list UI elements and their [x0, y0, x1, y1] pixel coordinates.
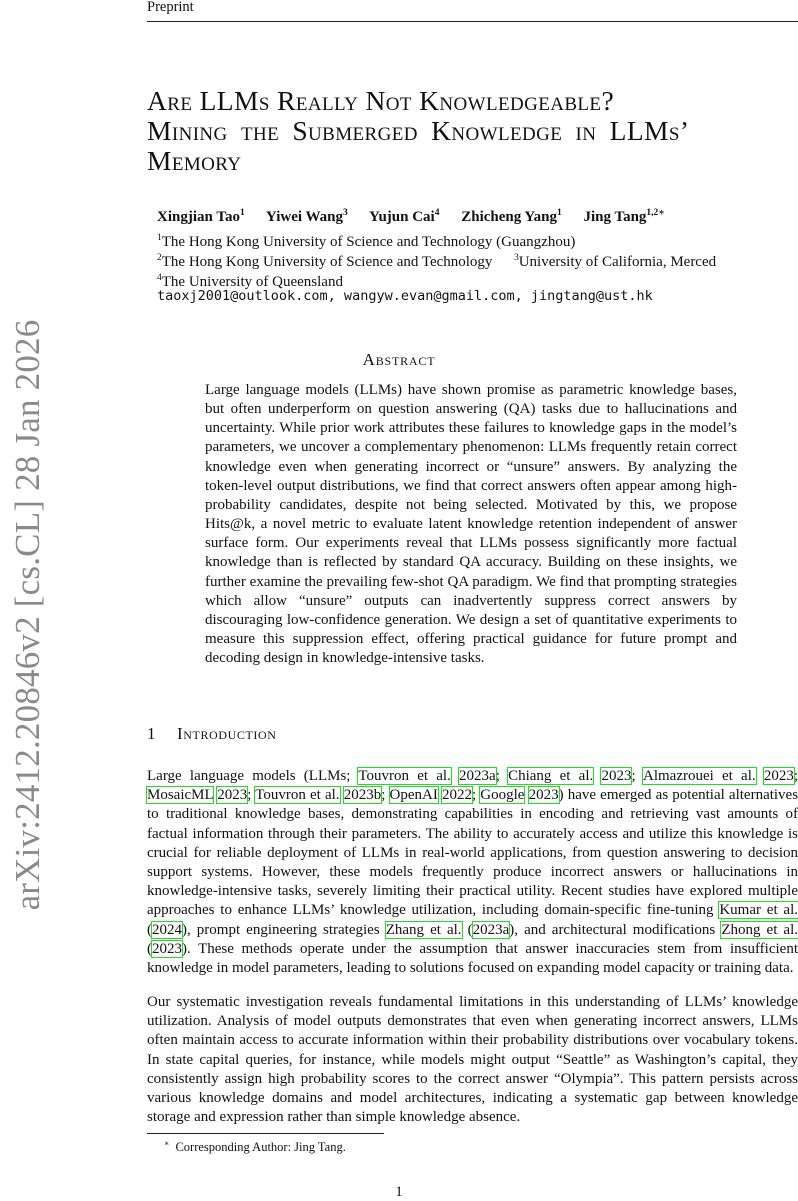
paper-title: [147, 86, 798, 176]
citation-year-link[interactable]: 2023: [601, 768, 632, 784]
footnote-divider: [147, 1133, 384, 1134]
citation-link[interactable]: Zhang et al.: [385, 921, 462, 938]
affiliation: $^1$The Hong Kong University of Science and Technology (Guangzhou): [157, 233, 576, 250]
footnote-text: Corresponding Author: Jing Tang.: [175, 1140, 346, 1155]
page-number: 1: [395, 1184, 403, 1200]
citation-year-link[interactable]: 2024: [152, 921, 182, 938]
author: Zhicheng Yang$^1$: [461, 208, 562, 225]
author-list: [157, 207, 683, 226]
author: Xingjian Tao$^1$: [157, 208, 245, 225]
author: Jing Tang$^{1,2∗}$: [583, 208, 665, 225]
section-title: Introduction: [177, 724, 277, 743]
citation-year-link[interactable]: 2023: [763, 768, 794, 784]
running-header: [147, 0, 798, 22]
author-emails: taoxj2001@outlook.com, wangyw.evan@gmail.com, jingtang@ust.hk: [157, 288, 653, 304]
footnote-mark: ∗: [164, 1139, 170, 1148]
citation-link[interactable]: Google: [480, 787, 525, 804]
author: Yujun Cai$^4$: [368, 208, 440, 225]
citation-link[interactable]: Touvron et al.: [358, 768, 451, 784]
intro-paragraph-1: Large language models (LLMs; Touvron et al. 2023a; Chiang et al. 2023; Almazrouei et al. 2023; MosaicML 2023; Touvron et al. 2023b; OpenAI 2022; Google 2023) have emerged as potential alternatives to traditional knowledge bases, demonstrating capabilities in encoding and retrieving vast amounts of factual information through their parameters. The ability to accurately access and utilize this knowledge is crucial for reliable deployment of LLMs in real-world applications, from question answering to decision support systems. However, these models frequently produce incorrect answers or hallucinations in knowledge-intensive tasks, severely limiting their practical utility. Recent studies have explored multiple approaches to enhance LLMs’ knowledge utilization, including domain-specific fine-tuning Kumar et al. (2024), prompt engineering strategies Zhang et al. (2023a), and architectural modifications Zhong et al. (2023). These methods operate under the assumption that answer inaccuracies stem from insufficient knowledge in model parameters, leading to solutions focused on expanding model capacity or training data.: [147, 768, 798, 977]
title-line-3: Memory: [147, 145, 242, 176]
citation-year-link[interactable]: 2023: [217, 787, 248, 804]
arxiv-stamp-text: arXiv:2412.20846v2 [cs.CL] 28 Jan 2026: [8, 319, 47, 911]
citation-year-link[interactable]: 2023a: [472, 921, 510, 938]
running-head-text: Preprint: [147, 0, 194, 15]
intro-paragraph-2: Our systematic investigation reveals fundamental limitations in this understanding of LLMs’ knowledge utilization. Analysis of model outputs demonstrates that even when generating incorrect answers, LLMs often maintain access to accurate information within their probability distributions over vocabulary tokens. In state capital queries, for instance, while models might output “Seattle” as Washington’s capital, they consistently assign high probability scores to the correct answer “Olympia”. This pattern persists across various knowledge domains and model architectures, indicating a systematic gap between knowledge storage and expression rather than simple knowledge absence.: [147, 994, 798, 1126]
citation-link[interactable]: Almazrouei et al.: [643, 768, 756, 784]
citation-year-link[interactable]: 2023a: [459, 768, 496, 784]
citation-link[interactable]: MosaicML: [147, 787, 214, 804]
title-line-1: Are LLMs Really Not Knowledgeable?: [147, 85, 615, 116]
citation-link[interactable]: Chiang et al.: [508, 768, 594, 784]
section-number: 1: [147, 724, 157, 743]
citation-year-link[interactable]: 2023: [152, 940, 182, 957]
citation-link[interactable]: OpenAI: [389, 787, 438, 804]
citation-link[interactable]: Touvron et al.: [255, 787, 340, 804]
citation-year-link[interactable]: 2023b: [343, 787, 382, 804]
affiliation: $^4$The University of Queensland: [157, 273, 343, 290]
footnote: [164, 1139, 346, 1155]
author: Yiwei Wang$^3$: [265, 208, 348, 225]
title-line-2: Mining the Submerged Knowledge in LLMs’: [147, 115, 690, 146]
abstract-body: Large language models (LLMs) have shown promise as parametric knowledge bases, but often underperform on question answering (QA) tasks due to hallucinations and uncertainty. While prior work attributes these failures to knowledge gaps in the model’s parameters, we uncover a complementary phenomenon: LLMs frequently retain correct knowledge even when generating incorrect or “unsure” answers. By analyzing the token-level output distributions, we find that correct answers often appear among high-probability candidates, despite not being selected. Motivated by this, we propose Hits@k, a novel metric to evaluate latent knowledge retention independent of answer surface form. Our experiments reveal that LLMs possess significantly more factual knowledge than is reflected by standard QA accuracy. Building on these insights, we further examine the prevailing few-shot QA paradigm. We find that prompting strategies which allow “unsure” outputs can inadvertently suppress correct answers by discouraging low-confidence generation. We design a set of quantitative experiments to measure this suppression effect, offering practical guidance for future prompt and decoding design in knowledge-intensive tasks.: [205, 382, 737, 667]
affiliation: $^2$The Hong Kong University of Science and Technology $^3$University of California, Merced: [157, 253, 717, 270]
citation-year-link[interactable]: 2023: [528, 787, 559, 804]
citation-link[interactable]: Zhong et al.: [721, 921, 798, 938]
arxiv-stamp: [3, 320, 53, 910]
abstract-heading: Abstract: [362, 350, 436, 369]
citation-link[interactable]: Kumar et al.: [719, 902, 798, 919]
section-heading-introduction: [147, 724, 277, 744]
citation-year-link[interactable]: 2022: [441, 787, 472, 804]
